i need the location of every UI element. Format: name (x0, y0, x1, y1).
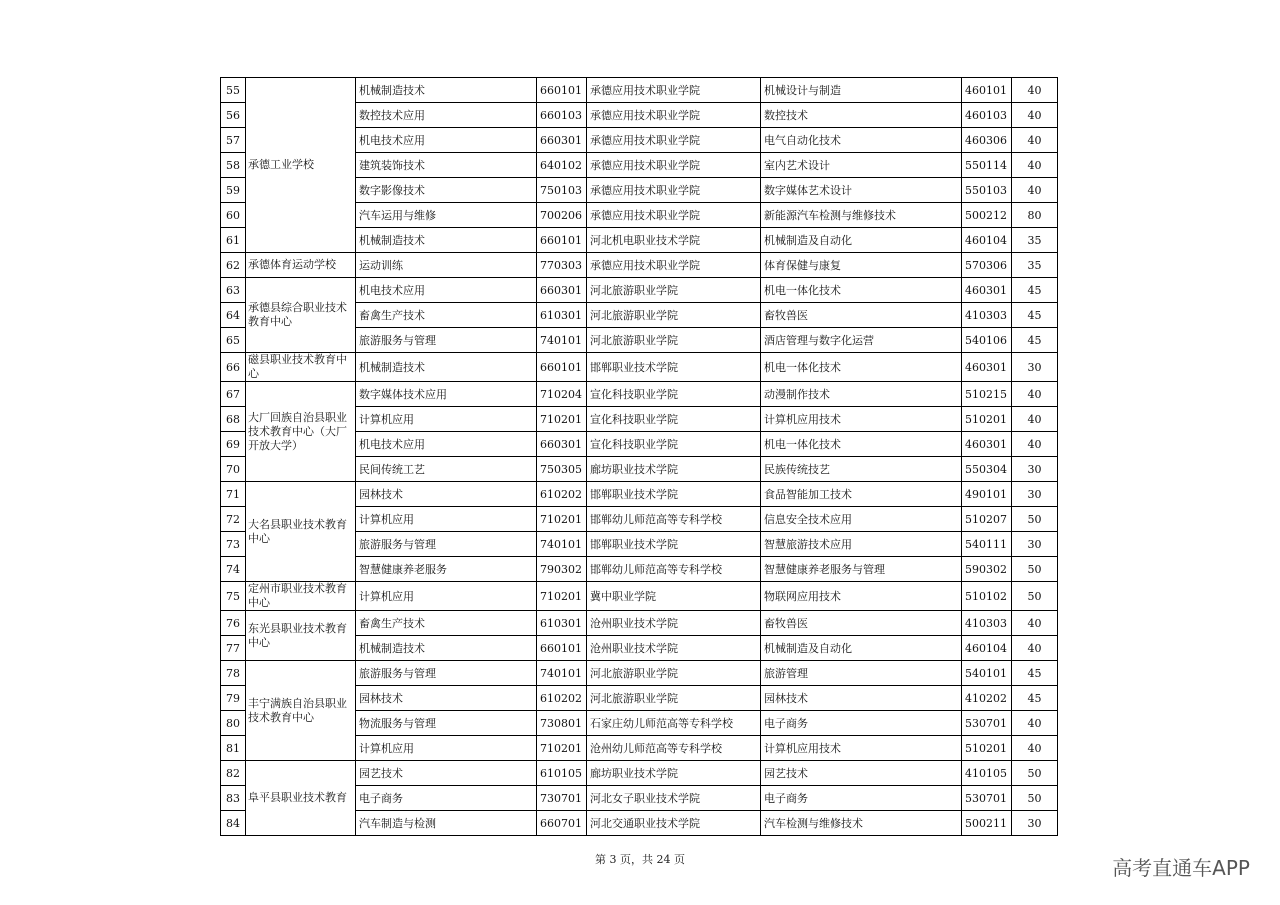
college-name: 承德应用技术职业学院 (587, 178, 761, 203)
plan-count: 35 (1012, 253, 1058, 278)
target-major-code: 460301 (962, 278, 1012, 303)
major-name: 智慧健康养老服务 (356, 557, 537, 582)
school-name: 磁县职业技术教育中心 (246, 353, 356, 382)
target-major: 机械制造及自动化 (761, 636, 962, 661)
target-major: 新能源汽车检测与维修技术 (761, 203, 962, 228)
table-row (221, 582, 1058, 611)
table-row (221, 253, 1058, 278)
table-row (221, 661, 1058, 686)
plan-count: 40 (1012, 432, 1058, 457)
row-number: 56 (221, 103, 246, 128)
target-major: 数字媒体艺术设计 (761, 178, 962, 203)
school-name: 东光县职业技术教育中心 (246, 611, 356, 661)
major-name: 汽车运用与维修 (356, 203, 537, 228)
target-major: 机电一体化技术 (761, 278, 962, 303)
target-major-code: 550304 (962, 457, 1012, 482)
major-code: 660301 (537, 128, 587, 153)
target-major: 室内艺术设计 (761, 153, 962, 178)
major-code: 740101 (537, 532, 587, 557)
major-name: 电子商务 (356, 786, 537, 811)
major-name: 机械制造技术 (356, 636, 537, 661)
major-name: 建筑装饰技术 (356, 153, 537, 178)
target-major: 园林技术 (761, 686, 962, 711)
row-number: 64 (221, 303, 246, 328)
school-name: 定州市职业技术教育中心 (246, 582, 356, 611)
plan-count: 30 (1012, 482, 1058, 507)
table-row (221, 78, 1058, 103)
major-code: 740101 (537, 328, 587, 353)
target-major: 酒店管理与数字化运营 (761, 328, 962, 353)
college-name: 邯郸职业技术学院 (587, 532, 761, 557)
row-number: 61 (221, 228, 246, 253)
major-name: 旅游服务与管理 (356, 532, 537, 557)
major-name: 机械制造技术 (356, 228, 537, 253)
plan-count: 40 (1012, 103, 1058, 128)
target-major-code: 510215 (962, 382, 1012, 407)
target-major: 园艺技术 (761, 761, 962, 786)
plan-count: 35 (1012, 228, 1058, 253)
major-code: 740101 (537, 661, 587, 686)
target-major-code: 510102 (962, 582, 1012, 611)
college-name: 宣化科技职业学院 (587, 432, 761, 457)
school-name: 承德县综合职业技术教育中心 (246, 278, 356, 353)
major-name: 园林技术 (356, 482, 537, 507)
college-name: 河北旅游职业学院 (587, 278, 761, 303)
college-name: 承德应用技术职业学院 (587, 253, 761, 278)
row-number: 57 (221, 128, 246, 153)
major-code: 610301 (537, 303, 587, 328)
target-major: 机械制造及自动化 (761, 228, 962, 253)
row-number: 71 (221, 482, 246, 507)
plan-count: 40 (1012, 636, 1058, 661)
major-name: 畜禽生产技术 (356, 611, 537, 636)
major-code: 640102 (537, 153, 587, 178)
major-code: 770303 (537, 253, 587, 278)
row-number: 83 (221, 786, 246, 811)
college-name: 沧州幼儿师范高等专科学校 (587, 736, 761, 761)
major-code: 660301 (537, 278, 587, 303)
target-major: 计算机应用技术 (761, 736, 962, 761)
major-name: 畜禽生产技术 (356, 303, 537, 328)
table-row (221, 353, 1058, 382)
target-major: 计算机应用技术 (761, 407, 962, 432)
major-code: 750305 (537, 457, 587, 482)
major-code: 660101 (537, 228, 587, 253)
target-major: 机电一体化技术 (761, 432, 962, 457)
plan-count: 45 (1012, 303, 1058, 328)
target-major-code: 590302 (962, 557, 1012, 582)
target-major-code: 460104 (962, 636, 1012, 661)
target-major: 畜牧兽医 (761, 303, 962, 328)
major-code: 710201 (537, 507, 587, 532)
major-code: 660101 (537, 636, 587, 661)
row-number: 55 (221, 78, 246, 103)
target-major-code: 510207 (962, 507, 1012, 532)
target-major-code: 510201 (962, 407, 1012, 432)
target-major-code: 410303 (962, 303, 1012, 328)
row-number: 65 (221, 328, 246, 353)
admission-plan-table (220, 77, 1058, 836)
school-name: 承德体育运动学校 (246, 253, 356, 278)
target-major-code: 490101 (962, 482, 1012, 507)
table-row (221, 611, 1058, 636)
major-name: 机电技术应用 (356, 128, 537, 153)
plan-count: 50 (1012, 582, 1058, 611)
row-number: 70 (221, 457, 246, 482)
plan-count: 30 (1012, 532, 1058, 557)
major-code: 700206 (537, 203, 587, 228)
row-number: 84 (221, 811, 246, 836)
target-major-code: 460306 (962, 128, 1012, 153)
target-major-code: 540101 (962, 661, 1012, 686)
major-name: 计算机应用 (356, 582, 537, 611)
target-major-code: 410105 (962, 761, 1012, 786)
college-name: 邯郸幼儿师范高等专科学校 (587, 507, 761, 532)
major-name: 物流服务与管理 (356, 711, 537, 736)
major-code: 660101 (537, 78, 587, 103)
target-major: 智慧旅游技术应用 (761, 532, 962, 557)
college-name: 承德应用技术职业学院 (587, 153, 761, 178)
plan-count: 45 (1012, 278, 1058, 303)
major-name: 机械制造技术 (356, 353, 537, 382)
major-code: 730701 (537, 786, 587, 811)
target-major-code: 530701 (962, 711, 1012, 736)
target-major-code: 500211 (962, 811, 1012, 836)
target-major-code: 460103 (962, 103, 1012, 128)
college-name: 承德应用技术职业学院 (587, 103, 761, 128)
page-footer: 第 3 页，共 24 页 (595, 853, 685, 866)
school-name: 丰宁满族自治县职业技术教育中心 (246, 661, 356, 761)
college-name: 河北女子职业技术学院 (587, 786, 761, 811)
major-code: 710204 (537, 382, 587, 407)
college-name: 承德应用技术职业学院 (587, 203, 761, 228)
school-name: 大厂回族自治县职业技术教育中心（大厂开放大学） (246, 382, 356, 482)
target-major-code: 550103 (962, 178, 1012, 203)
target-major-code: 410303 (962, 611, 1012, 636)
major-code: 790302 (537, 557, 587, 582)
college-name: 河北旅游职业学院 (587, 686, 761, 711)
row-number: 75 (221, 582, 246, 611)
target-major: 数控技术 (761, 103, 962, 128)
plan-count: 50 (1012, 761, 1058, 786)
row-number: 62 (221, 253, 246, 278)
row-number: 69 (221, 432, 246, 457)
major-name: 计算机应用 (356, 736, 537, 761)
plan-count: 40 (1012, 128, 1058, 153)
college-name: 石家庄幼儿师范高等专科学校 (587, 711, 761, 736)
plan-count: 45 (1012, 686, 1058, 711)
college-name: 承德应用技术职业学院 (587, 128, 761, 153)
target-major-code: 570306 (962, 253, 1012, 278)
major-name: 旅游服务与管理 (356, 328, 537, 353)
major-name: 机电技术应用 (356, 278, 537, 303)
table-row (221, 278, 1058, 303)
school-name: 承德工业学校 (246, 78, 356, 253)
target-major: 机械设计与制造 (761, 78, 962, 103)
college-name: 邯郸幼儿师范高等专科学校 (587, 557, 761, 582)
college-name: 沧州职业技术学院 (587, 611, 761, 636)
college-name: 沧州职业技术学院 (587, 636, 761, 661)
college-name: 邯郸职业技术学院 (587, 482, 761, 507)
table-row (221, 482, 1058, 507)
row-number: 78 (221, 661, 246, 686)
major-code: 660301 (537, 432, 587, 457)
target-major-code: 540111 (962, 532, 1012, 557)
major-code: 710201 (537, 736, 587, 761)
major-code: 610301 (537, 611, 587, 636)
major-code: 660701 (537, 811, 587, 836)
major-name: 汽车制造与检测 (356, 811, 537, 836)
college-name: 宣化科技职业学院 (587, 407, 761, 432)
table-row (221, 382, 1058, 407)
target-major: 机电一体化技术 (761, 353, 962, 382)
target-major-code: 540106 (962, 328, 1012, 353)
major-name: 机械制造技术 (356, 78, 537, 103)
target-major: 动漫制作技术 (761, 382, 962, 407)
plan-count: 45 (1012, 328, 1058, 353)
target-major: 汽车检测与维修技术 (761, 811, 962, 836)
major-name: 计算机应用 (356, 507, 537, 532)
college-name: 宣化科技职业学院 (587, 382, 761, 407)
major-code: 610105 (537, 761, 587, 786)
plan-count: 30 (1012, 353, 1058, 382)
target-major-code: 460104 (962, 228, 1012, 253)
row-number: 82 (221, 761, 246, 786)
row-number: 73 (221, 532, 246, 557)
target-major: 电气自动化技术 (761, 128, 962, 153)
plan-count: 50 (1012, 557, 1058, 582)
plan-count: 40 (1012, 611, 1058, 636)
college-name: 承德应用技术职业学院 (587, 78, 761, 103)
target-major-code: 510201 (962, 736, 1012, 761)
college-name: 河北交通职业技术学院 (587, 811, 761, 836)
major-name: 园艺技术 (356, 761, 537, 786)
plan-count: 40 (1012, 407, 1058, 432)
major-name: 数控技术应用 (356, 103, 537, 128)
row-number: 59 (221, 178, 246, 203)
major-code: 660103 (537, 103, 587, 128)
target-major-code: 460301 (962, 432, 1012, 457)
major-code: 610202 (537, 686, 587, 711)
college-name: 河北旅游职业学院 (587, 303, 761, 328)
plan-count: 50 (1012, 786, 1058, 811)
major-code: 710201 (537, 407, 587, 432)
major-name: 旅游服务与管理 (356, 661, 537, 686)
target-major: 电子商务 (761, 711, 962, 736)
college-name: 廊坊职业技术学院 (587, 761, 761, 786)
row-number: 77 (221, 636, 246, 661)
row-number: 76 (221, 611, 246, 636)
major-name: 园林技术 (356, 686, 537, 711)
college-name: 廊坊职业技术学院 (587, 457, 761, 482)
college-name: 河北旅游职业学院 (587, 661, 761, 686)
major-code: 710201 (537, 582, 587, 611)
row-number: 66 (221, 353, 246, 382)
major-code: 660101 (537, 353, 587, 382)
school-name: 阜平县职业技术教育 (246, 761, 356, 836)
target-major: 信息安全技术应用 (761, 507, 962, 532)
college-name: 邯郸职业技术学院 (587, 353, 761, 382)
target-major-code: 460101 (962, 78, 1012, 103)
target-major-code: 460301 (962, 353, 1012, 382)
row-number: 80 (221, 711, 246, 736)
plan-count: 40 (1012, 153, 1058, 178)
target-major-code: 500212 (962, 203, 1012, 228)
row-number: 74 (221, 557, 246, 582)
target-major: 旅游管理 (761, 661, 962, 686)
plan-count: 45 (1012, 661, 1058, 686)
target-major-code: 550114 (962, 153, 1012, 178)
school-name: 大名县职业技术教育中心 (246, 482, 356, 582)
row-number: 58 (221, 153, 246, 178)
row-number: 63 (221, 278, 246, 303)
plan-count: 30 (1012, 457, 1058, 482)
target-major: 食品智能加工技术 (761, 482, 962, 507)
major-name: 计算机应用 (356, 407, 537, 432)
row-number: 68 (221, 407, 246, 432)
major-code: 750103 (537, 178, 587, 203)
row-number: 67 (221, 382, 246, 407)
plan-count: 30 (1012, 811, 1058, 836)
target-major: 民族传统技艺 (761, 457, 962, 482)
major-name: 数字影像技术 (356, 178, 537, 203)
target-major-code: 410202 (962, 686, 1012, 711)
app-watermark: 高考直通车APP (1112, 856, 1250, 880)
target-major: 智慧健康养老服务与管理 (761, 557, 962, 582)
major-code: 730801 (537, 711, 587, 736)
plan-count: 40 (1012, 382, 1058, 407)
row-number: 60 (221, 203, 246, 228)
college-name: 河北机电职业技术学院 (587, 228, 761, 253)
plan-count: 80 (1012, 203, 1058, 228)
plan-count: 40 (1012, 178, 1058, 203)
target-major-code: 530701 (962, 786, 1012, 811)
target-major: 体育保健与康复 (761, 253, 962, 278)
target-major: 物联网应用技术 (761, 582, 962, 611)
plan-count: 40 (1012, 711, 1058, 736)
table-row (221, 761, 1058, 786)
plan-count: 50 (1012, 507, 1058, 532)
target-major: 电子商务 (761, 786, 962, 811)
major-name: 运动训练 (356, 253, 537, 278)
major-code: 610202 (537, 482, 587, 507)
college-name: 冀中职业学院 (587, 582, 761, 611)
target-major: 畜牧兽医 (761, 611, 962, 636)
row-number: 79 (221, 686, 246, 711)
row-number: 81 (221, 736, 246, 761)
row-number: 72 (221, 507, 246, 532)
major-name: 数字媒体技术应用 (356, 382, 537, 407)
plan-count: 40 (1012, 78, 1058, 103)
major-name: 民间传统工艺 (356, 457, 537, 482)
college-name: 河北旅游职业学院 (587, 328, 761, 353)
plan-count: 40 (1012, 736, 1058, 761)
major-name: 机电技术应用 (356, 432, 537, 457)
